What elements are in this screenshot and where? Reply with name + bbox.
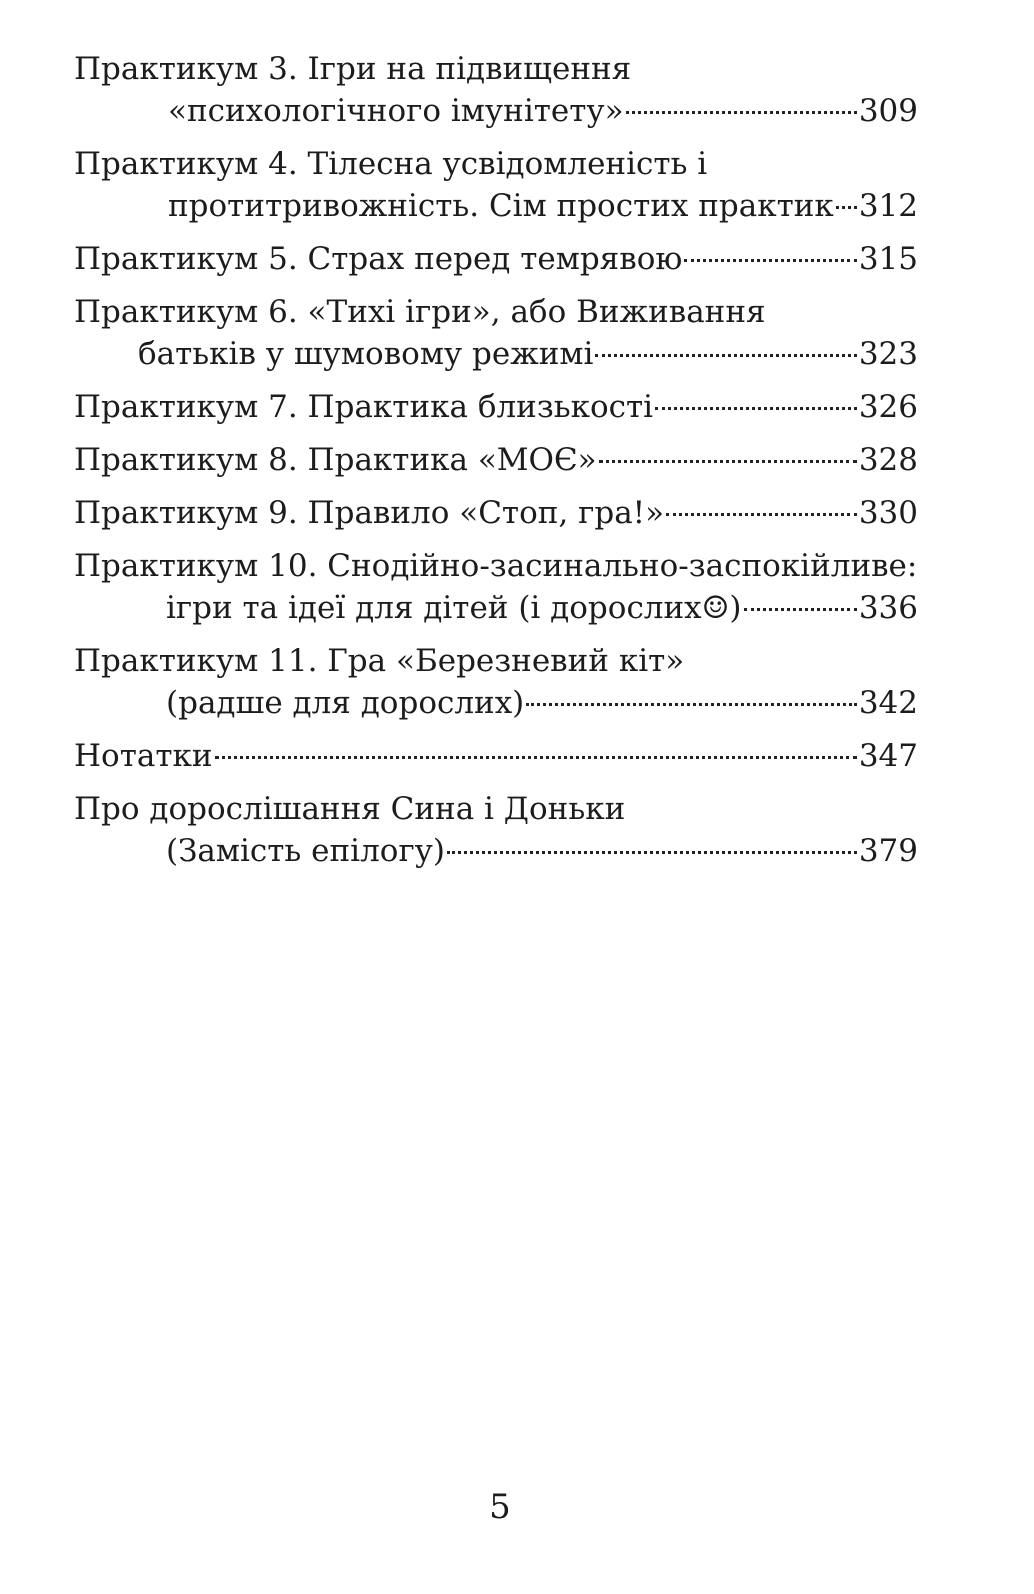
dot-leader <box>215 756 857 759</box>
toc-entry-title-line: Практикум 6. «Тихі ігри», або Виживання <box>74 294 766 330</box>
toc-entry-text: Нотатки <box>74 738 213 774</box>
toc-entry-leader-line <box>74 386 918 428</box>
toc-entry <box>74 143 918 227</box>
toc-entry-text: (Замість епілогу) <box>166 833 446 869</box>
toc-entry-title-line: Практикум 4. Тілесна усвідомленість і <box>74 146 708 182</box>
toc-entry-text: «психологічного імунітету» <box>168 93 624 129</box>
toc-entry-leader-line <box>74 682 918 724</box>
toc-entry-text: (радше для дорослих) <box>166 685 525 721</box>
toc-entry-leader-line <box>74 830 918 872</box>
table-of-contents <box>74 48 918 883</box>
toc-entry <box>74 386 918 428</box>
toc-entry-leader-line <box>74 439 918 481</box>
toc-entry-page: 328 <box>858 442 918 478</box>
toc-entry <box>74 291 918 375</box>
toc-entry-text: Практикум 9. Правило «Стоп, гра!» <box>74 495 665 531</box>
toc-entry-text: протитривожність. Сім простих практик <box>168 188 834 224</box>
dot-leader <box>599 460 857 463</box>
toc-entry-title-line: Про дорослішання Сина і Доньки <box>74 791 626 827</box>
toc-entry-leader-line <box>74 333 918 375</box>
toc-entry <box>74 492 918 534</box>
toc-entry-page: 315 <box>858 241 918 277</box>
toc-entry-title-line: Практикум 3. Ігри на підвищення <box>74 51 632 87</box>
dot-leader <box>595 354 856 357</box>
toc-entry <box>74 238 918 280</box>
toc-entry-page: 379 <box>858 833 918 869</box>
toc-entry-text: ігри та ідеї для дітей (і дорослих☺) <box>166 590 742 626</box>
toc-entry-text: батьків у шумовому режимі <box>138 336 594 372</box>
toc-entry-page: 342 <box>858 685 918 721</box>
dot-leader <box>655 407 857 410</box>
page-number: 5 <box>489 1487 511 1527</box>
toc-entry-leader-line <box>74 587 918 629</box>
toc-entry <box>74 545 918 629</box>
toc-entry-text: Практикум 5. Страх перед темрявою <box>74 241 683 277</box>
dot-leader <box>447 851 857 854</box>
toc-entry <box>74 48 918 132</box>
toc-entry-page: 330 <box>858 495 918 531</box>
dot-leader <box>626 111 857 114</box>
toc-entry-title-line: Практикум 11. Гра «Березневий кіт» <box>74 643 685 679</box>
toc-entry <box>74 735 918 777</box>
toc-entry-leader-line <box>74 90 918 132</box>
dot-leader <box>836 206 857 209</box>
toc-entry-page: 347 <box>858 738 918 774</box>
toc-entry-page: 326 <box>858 389 918 425</box>
dot-leader <box>684 259 856 262</box>
toc-entry-page: 312 <box>858 188 918 224</box>
toc-entry <box>74 439 918 481</box>
toc-entry <box>74 640 918 724</box>
dot-leader <box>526 703 857 706</box>
toc-entry-text: Практикум 7. Практика близькості <box>74 389 654 425</box>
dot-leader <box>744 608 857 611</box>
toc-entry-leader-line <box>74 185 918 227</box>
toc-entry-leader-line <box>74 735 918 777</box>
toc-entry-page: 309 <box>858 93 918 129</box>
toc-entry-title-line: Практикум 10. Снодійно-засинально-заспокійливе: <box>74 548 918 584</box>
dot-leader <box>666 513 857 516</box>
toc-entry-leader-line <box>74 492 918 534</box>
toc-entry-leader-line <box>74 238 918 280</box>
toc-entry-text: Практикум 8. Практика «МОЄ» <box>74 442 597 478</box>
toc-entry <box>74 788 918 872</box>
toc-entry-page: 323 <box>858 336 918 372</box>
toc-entry-page: 336 <box>858 590 918 626</box>
